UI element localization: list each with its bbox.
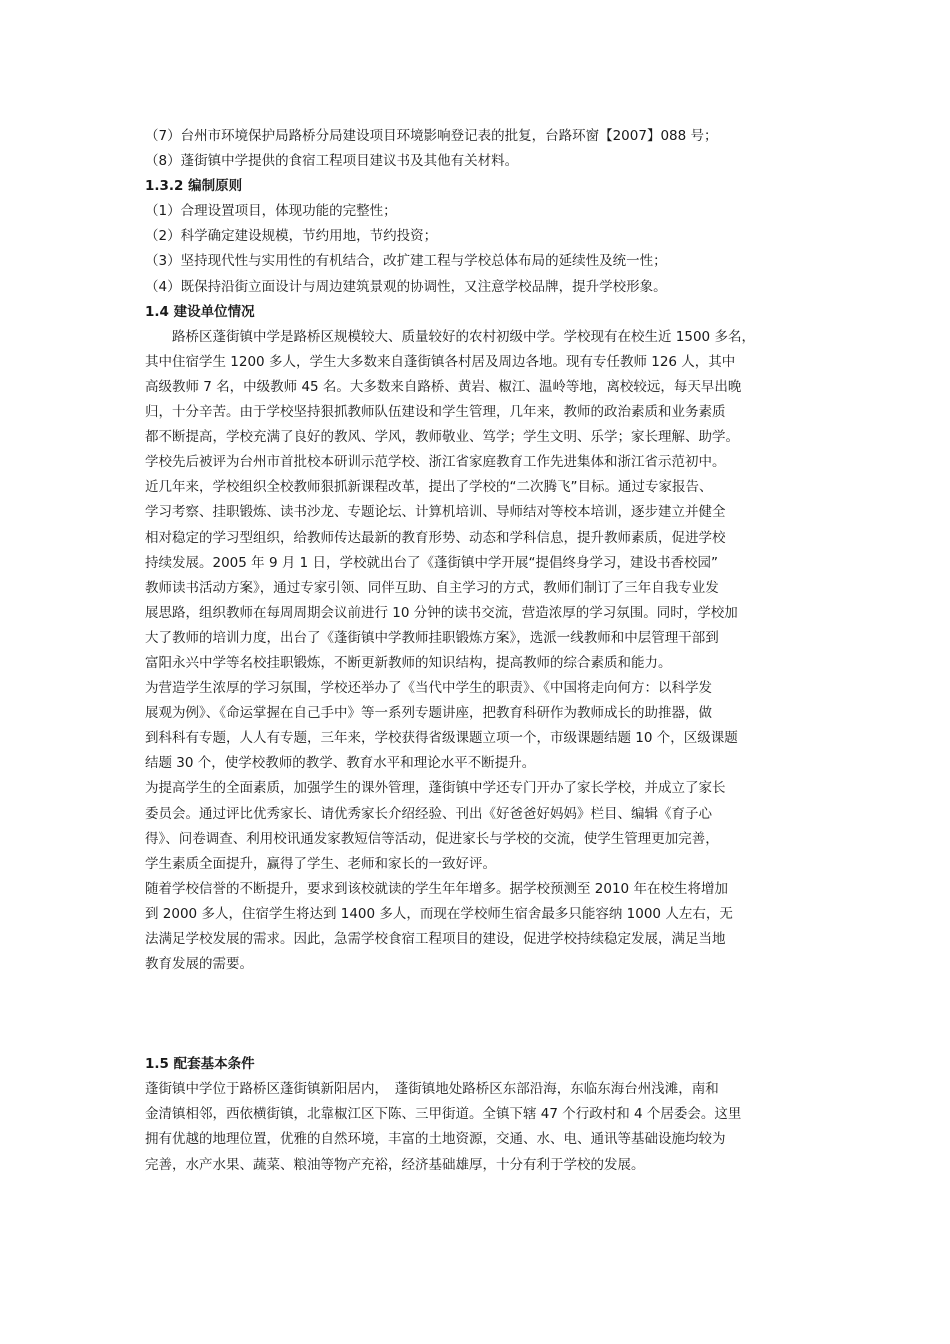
principles-list [145, 199, 817, 299]
principle-item: （3）坚持现代性与实用性的有机结合，改扩建工程与学校总体布局的延续性及统一性； [145, 253, 667, 270]
body-line: 完善，水产水果、蔬菜、粮油等物产充裕，经济基础雄厚，十分有利于学校的发展。 [145, 1156, 645, 1173]
body-line: 其中住宿学生 1200 多人，学生大多数来自蓬街镇各村居及周边各地。现有专任教师 126 人，其中 [145, 353, 736, 370]
body-line: 随着学校信誉的不断提升，要求到该校就读的学生年年增多。据学校预测至 2010 年在校生将增加 [145, 880, 728, 897]
principle-item: （2）科学确定建设规模，节约用地，节约投资； [145, 228, 438, 245]
body-line: 拥有优越的地理位置，优雅的自然环境，丰富的土地资源，交通、水、电、通讯等基础设施均较为 [145, 1131, 726, 1148]
body-line: 富阳永兴中学等名校挂职锻炼，不断更新教师的知识结构，提高教师的综合素质和能力。 [145, 654, 672, 671]
body-line: 金清镇相邻，西依横街镇，北靠椒江区下陈、三甲街道。全镇下辖 47 个行政村和 4 个居委会。这里 [145, 1106, 742, 1123]
body-line: 到科科有专题，人人有专题，三年来，学校获得省级课题立项一个，市级课题结题 10 个，区级课题 [145, 730, 738, 747]
section-heading-1-3-2: 1.3.2 编制原则 [145, 178, 243, 195]
body-line: 展思路，组织教师在每周周期会议前进行 10 分钟的读书交流，营造浓厚的学习氛围。同时，学校加 [145, 604, 738, 621]
body-line: 大了教师的培训力度，出台了《蓬街镇中学教师挂职锻炼方案》，选派一线教师和中层管理干部到 [145, 629, 719, 646]
body-line: 相对稳定的学习型组织，给教师传达最新的教育形势、动态和学科信息，提升教师素质，促进学校 [145, 529, 726, 546]
body-line: 得》、问卷调查、利用校讯通发家教短信等活动，促进家长与学校的交流，使学生管理更加完善， [145, 830, 719, 847]
blank-spacer [145, 977, 817, 1052]
body-line: 学生素质全面提升，赢得了学生、老师和家长的一致好评。 [145, 855, 496, 872]
principle-item: （4）既保持沿街立面设计与周边建筑景观的协调性，又注意学校品牌，提升学校形象。 [145, 278, 667, 295]
section-heading-1-4: 1.4 建设单位情况 [145, 303, 255, 320]
body-line: 教育发展的需要。 [145, 956, 253, 973]
body-line: 近几年来，学校组织全校教师狠抓新课程改革，提出了学校的“二次腾飞”目标。通过专家报告、 [145, 479, 713, 496]
body-line: 教师读书活动方案》，通过专家引领、同伴互助、自主学习的方式，教师们制订了三年自我专业发 [145, 579, 719, 596]
principle-item: （1）合理设置项目，体现功能的完整性； [145, 203, 397, 220]
body-line: 结题 30 个，使学校教师的教学、教育水平和理论水平不断提升。 [145, 755, 536, 772]
body-line: 蓬街镇中学位于路桥区蓬街镇新阳居内， 蓬街镇地处路桥区东部沿海，东临东海台州浅滩，南和 [145, 1081, 719, 1098]
body-line: 委员会。通过评比优秀家长、请优秀家长介绍经验、刊出《好爸爸好妈妈》栏目、编辑《育子心 [145, 805, 712, 822]
body-line: 为营造学生浓厚的学习氛围，学校还举办了《当代中学生的职责》、《中国将走向何方：以科学发 [145, 680, 712, 697]
body-line: 路桥区蓬街镇中学是路桥区规模较大、质量较好的农村初级中学。学校现有在校生近 1500 多名， [145, 328, 755, 345]
body-line: 学校先后被评为台州市首批校本研训示范学校、浙江省家庭教育工作先进集体和浙江省示范初中。 [145, 454, 726, 471]
body-line: 归，十分辛苦。由于学校坚持狠抓教师队伍建设和学生管理，几年来，教师的政治素质和业务素质 [145, 404, 726, 421]
body-line: 展观为例》、《命运掌握在自己手中》等一系列专题讲座，把教育科研作为教师成长的助推器，做 [145, 705, 712, 722]
body-line: 高级教师 7 名，中级教师 45 名。大多数来自路桥、黄岩、椒江、温岭等地，离校较远，每天早出晚 [145, 378, 742, 395]
section-body-1-4 [145, 325, 817, 977]
reference-item-8: （8）蓬街镇中学提供的食宿工程项目建议书及其他有关材料。 [145, 153, 519, 170]
section-heading-1-5: 1.5 配套基本条件 [145, 1056, 255, 1073]
section-body-1-5 [145, 1077, 817, 1177]
body-line: 法满足学校发展的需求。因此，急需学校食宿工程项目的建设，促进学校持续稳定发展，满足当地 [145, 931, 726, 947]
body-line: 持续发展。2005 年 9 月 1 日，学校就出台了《蓬街镇中学开展“提倡终身学习，建设书香校园” [145, 554, 718, 571]
document-page [145, 124, 817, 1178]
body-line: 都不断提高，学校充满了良好的教风、学风，教师敬业、笃学；学生文明、乐学；家长理解、助学。 [145, 429, 739, 446]
body-line: 到 2000 多人，住宿学生将达到 1400 多人，而现在学校师生宿舍最多只能容纳 1000 人左右，无 [145, 905, 733, 922]
body-line: 为提高学生的全面素质，加强学生的课外管理，蓬街镇中学还专门开办了家长学校，并成立了家长 [145, 780, 726, 797]
body-line: 学习考察、挂职锻炼、读书沙龙、专题论坛、计算机培训、导师结对等校本培训，逐步建立并健全 [145, 504, 726, 521]
reference-item-7: （7）台州市环境保护局路桥分局建设项目环境影响登记表的批复，台路环窗【2007】088 号； [145, 128, 718, 144]
